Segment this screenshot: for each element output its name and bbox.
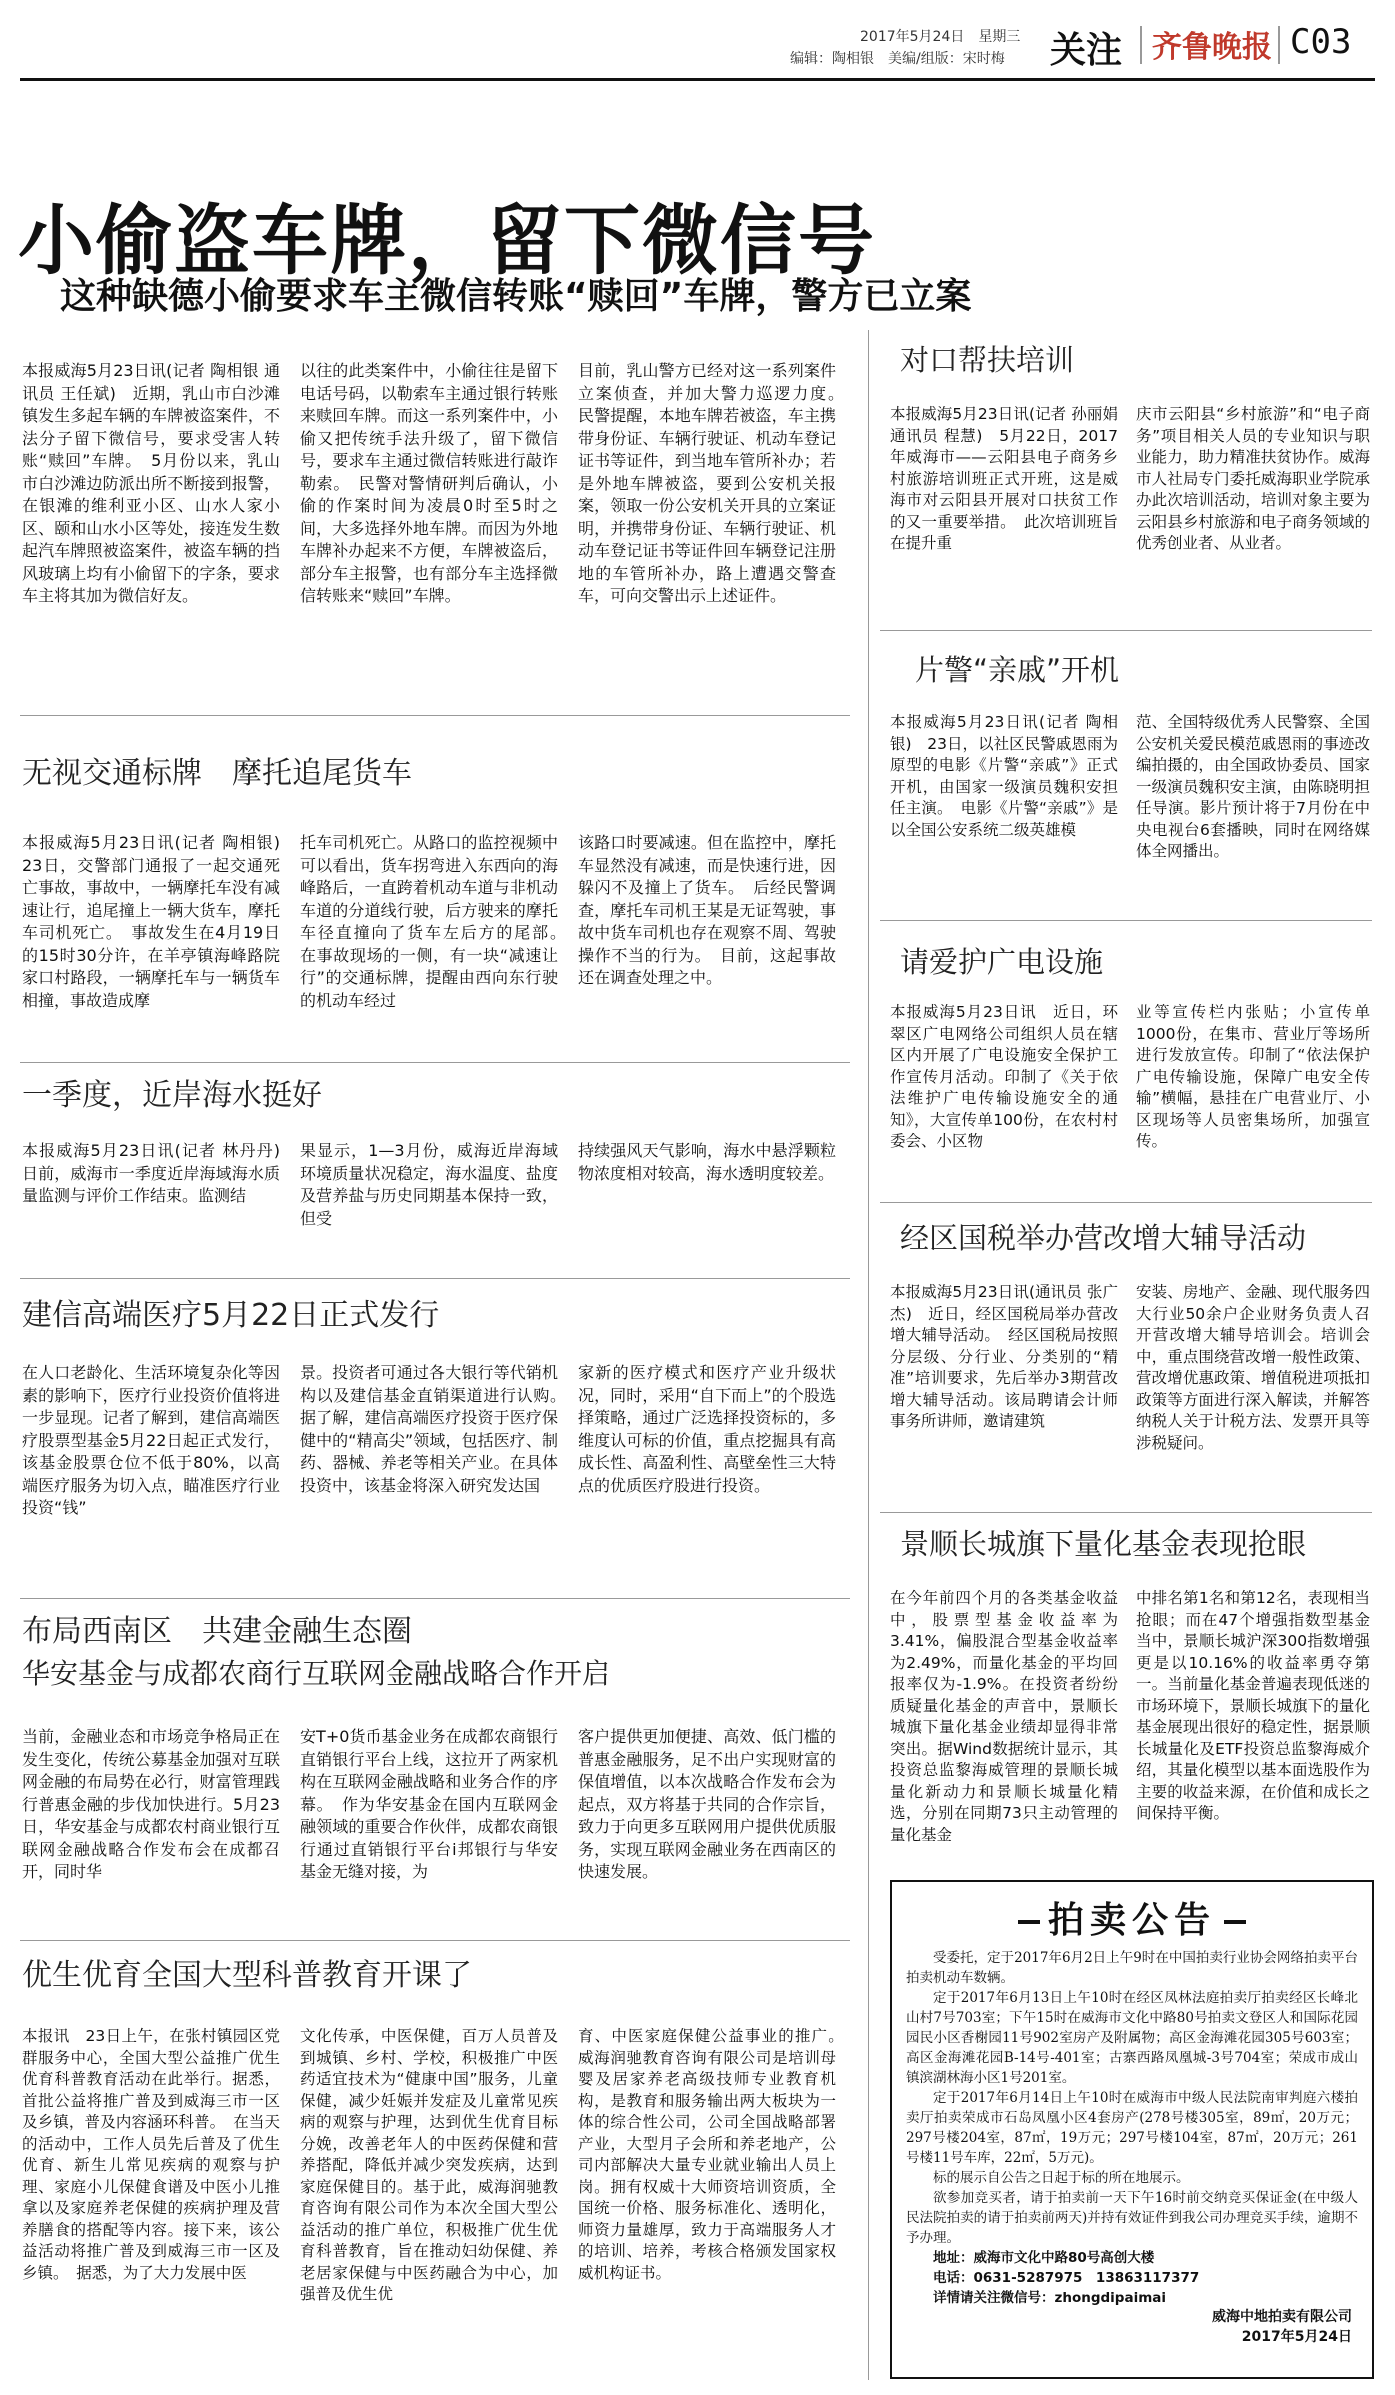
section-category: 关注 — [1050, 30, 1123, 71]
article-medical-fund-col2: 景。投资者可通过各大银行等代销机构以及建信基金直销渠道进行认购。 据了解，建信高端医疗投资于医疗保健中的“精高尖”领域，包括医疗、制药、器械、养老等相关产业。在具体投资中，该基金将深入研究发达国 — [300, 1363, 575, 1495]
article-seawater-col1: 本报威海5月23日讯(记者 林丹丹) 日前，威海市一季度近岸海域海水质量监测与评价工作结束。监测结 — [22, 1141, 297, 1205]
auction-paragraph: 定于2017年6月13日上午10时在经区凤林法庭拍卖厅拍卖经区长峰北山村7号703室；下午15时在威海市文化中路80号拍卖文登区人和国际花园园民小区香榭园11号902室房产及附属物；高区金海滩花园305号603室；高区金海滩花园B-14号-401室；古寨西路凤凰城-3号704室；荣成市成山镇滨湖林海小区1号201室。 — [906, 1990, 1358, 2086]
section-divider — [20, 1062, 850, 1063]
article-prenatal-col2: 文化传承，中医保健，百万人员普及到城镇、乡村、学校，积极推广中医药适宜技术为“健康中国”服务，儿童保健，减少妊娠并发症及儿童常见疾病的观察与护理，达到优生优育目标分娩，改善老年人的中医药保健和营养搭配，降低并减少突发疾病，达到家庭保健目的。基于此，威海润驰教育咨询有限公司作为本次全国大型公益活动的推广单位，积极推广优生优育科普教育，旨在推动妇幼保健、养老居家保健与中医药融合为中心，加强普及优生优 — [300, 2027, 558, 2303]
brief-tax-title: 经区国税举办营改增大辅导活动 — [900, 1221, 1307, 1255]
article-medical-fund-col3: 家新的医疗模式和医疗产业升级状况，同时，采用“自下而上”的个股选择策略，通过广泛选择投资标的，多维度认可标的价值，重点挖掘具有高成长性、高盈利性、高壁垒性三大特点的优质医疗股进行投资。 — [578, 1363, 836, 1495]
section-divider — [20, 1940, 850, 1941]
brief-broadcast-col2: 业等宣传栏内张贴；小宣传单1000份，在集市、营业厅等场所进行发放宣传。印制了“依法保护广电传输设施，保障广电安全传输”横幅，悬挂在广电营业厅、小区现场等人员密集场所，加强宣传。 — [1136, 1003, 1370, 1150]
article-huaan-title: 布局西南区 共建金融生态圈 — [22, 1614, 412, 1649]
article-seawater-col2: 果显示，1—3月份，威海近岸海域环境质量状况稳定，海水温度、盐度及营养盐与历史同期基本保持一致，但受 — [300, 1141, 558, 1228]
brief-quant-fund-col2: 中排名第1名和第12名，表现相当抢眼；而在47个增强指数型基金当中，景顺长城沪深300指数增强更是以10.16%的收益率勇夺第一。当前量化基金普遍表现低迷的市场环境下，景顺长城旗下的量化基金展现出很好的稳定性，据景顺长城量化及ETF投资总监黎海威介绍，其量化模型以基本面选股作为主要的收益来源，在价值和成长之间保持平衡。 — [1136, 1589, 1370, 1822]
auction-address: 地址：威海市文化中路80号高创大楼 — [933, 2250, 1155, 2266]
paper-logo: 齐鲁晚报 — [1152, 30, 1272, 65]
article-seawater-title: 一季度，近岸海水挺好 — [22, 1078, 322, 1113]
auction-notice — [890, 1880, 1374, 2379]
brief-tax-col1: 本报威海5月23日讯(通讯员 张广杰) 近日，经区国税局举办营改增大辅导活动。 经区国税局按照分层级、分行业、分类别的“精准”培训要求，先后举办3期营改增大辅导活动。该局聘请会计师事务所讲师，邀请建筑 — [890, 1283, 1118, 1430]
main-article-col3: 目前，乳山警方已经对这一系列案件立案侦查，并加大警力巡逻力度。 民警提醒，本地车牌若被盗，车主携带身份证、车辆行驶证、机动车登记证书等证件，到当地车管所补办；若是外地车牌被盗，要到公安机关报案，领取一份公安机关开具的立案证明，并携带身份证、车辆行驶证、机动车登记证书等证件回车辆登记注册地的车管所补办，路上遭遇交警查车，可向交警出示上述证件。 — [578, 361, 853, 605]
brief-quant-fund-title: 景顺长城旗下量化基金表现抢眼 — [900, 1527, 1307, 1561]
auction-paragraph: 受委托，定于2017年6月2日上午9时在中国拍卖行业协会网络拍卖平台拍卖机动车数辆。 — [906, 1950, 1358, 1986]
auction-signature — [1212, 2307, 1352, 2347]
auction-paragraph: 标的展示自公告之日起于标的所在地展示。 — [933, 2170, 1190, 2186]
auction-phone: 电话：0631-5287975 13863117377 — [933, 2270, 1200, 2286]
main-headline: 小偷盗车牌，留下微信号 — [18, 196, 876, 285]
brief-movie-col1: 本报威海5月23日讯(记者 陶相银) 23日，以社区民警戚恩雨为原型的电影《片警“亲戚”》正式开机，由国家一级演员魏积安担任主演。 电影《片警“亲戚”》是以全国公安系统二级英雄模 — [890, 713, 1118, 839]
header-rule — [20, 78, 1375, 81]
title-bar-decoration — [1018, 1920, 1040, 1924]
section-divider — [20, 1598, 850, 1599]
section-divider — [880, 1202, 1372, 1203]
article-prenatal-col1: 本报讯 23日上午，在张村镇园区党群服务中心，全国大型公益推广优生优育科普教育活动在此举行。据悉，首批公益将推广普及到威海三市一区及乡镇，普及内容涵环科普。 在当天的活动中，工作人员先后普及了优生优育、新生儿常见疾病的观察与护理、家庭小儿保健食谱及中医小儿推拿以及家庭养老保健的疾病护理及营养膳食的搭配等内容。接下来，该公益活动将推广普及到威海三市一区及乡镇。 据悉，为了大力发展中医 — [22, 2027, 280, 2282]
main-article-col2: 以往的此类案件中，小偷往往是留下电话号码，以勒索车主通过银行转账来赎回车牌。而这一系列案件中，小偷又把传统手法升级了，留下微信号，要求车主通过微信转账进行敲诈勒索。 民警对警情研判后确认，小偷的作案时间为凌晨0时至5时之间，大多选择外地车牌。而因为外地车牌补办起来不方便，车牌被盗后，部分车主报警，也有部分车主选择微信转账来“赎回”车牌。 — [300, 361, 558, 605]
article-huaan-col2: 安T+0货币基金业务在成都农商银行直销银行平台上线，这拉开了两家机构在互联网金融战略和业务合作的序幕。 作为华安基金在国内互联网金融领域的重要合作伙伴，成都农商银行通过直销银行平台i邦银行与华安基金无缝对接，为 — [300, 1727, 558, 1881]
article-huaan-col1: 当前，金融业态和市场竞争格局正在发生变化，传统公募基金加强对互联网金融的布局势在必行，财富管理践行普惠金融的步伐加快进行。5月23日，华安基金与成都农村商业银行互联网金融战略合作发布会在成都召开，同时华 — [22, 1727, 280, 1881]
article-seawater-col3: 持续强风天气影响，海水中悬浮颗粒物浓度相对较高，海水透明度较差。 — [578, 1141, 836, 1183]
editor-credit: 编辑：陶相银 美编/组版：宋时梅 — [790, 51, 1005, 67]
article-traffic-col1: 本报威海5月23日讯(记者 陶相银) 23日，交警部门通报了一起交通死亡事故，事故中，一辆摩托车没有减速让行，追尾撞上一辆大货车，摩托车司机死亡。 事故发生在4月19日的15时30分许，在羊亭镇海峰路院家口村路段，一辆摩托车与一辆货车相撞，事故造成摩 — [22, 833, 297, 1010]
brief-training-title: 对口帮扶培训 — [900, 343, 1075, 377]
article-traffic-title: 无视交通标牌 摩托追尾货车 — [22, 756, 412, 791]
auction-title — [892, 1892, 1372, 1943]
auction-company: 威海中地拍卖有限公司 — [1212, 2309, 1352, 2325]
section-divider — [880, 630, 1372, 631]
section-divider — [20, 715, 850, 716]
brief-training-col1: 本报威海5月23日讯(记者 孙丽娟 通讯员 程慧) 5月22日，2017年威海市——云阳县电子商务乡村旅游培训班正式开班，这是威海市对云阳县开展对口扶贫工作的又一重要举措。 此次培训班旨在提升重 — [890, 405, 1118, 552]
page-number: C03 — [1290, 22, 1352, 62]
main-subheadline: 这种缺德小偷要求车主微信转账“赎回”车牌，警方已立案 — [60, 276, 972, 317]
article-medical-fund-title: 建信高端医疗5月22日正式发行 — [22, 1298, 440, 1333]
main-article-col1: 本报威海5月23日讯(记者 陶相银 通讯员 王任斌) 近期，乳山市白沙滩镇发生多起车辆的车牌被盗案件，不法分子留下微信号，要求受害人转账“赎回”车牌。 5月份以来，乳山市白沙滩边防派出所不断接到报警，在银滩的维利亚小区、山水人家小区、颐和山水小区等处，接连发生数起汽车牌照被盗案件，被盗车辆的挡风玻璃上均有小偷留下的字条，要求车主将其加为微信好友。 — [22, 361, 280, 605]
header-divider — [1278, 26, 1280, 64]
brief-movie-col2: 范、全国特级优秀人民警察、全国公安机关爱民模范戚恩雨的事迹改编拍摄的，由全国政协委员、国家一级演员魏积安主演，由陈晓明担任导演。影片预计将于7月份在中央电视台6套播映，同时在网络媒体全网播出。 — [1136, 713, 1370, 860]
title-bar-decoration — [1224, 1920, 1246, 1924]
auction-body — [906, 1948, 1358, 2308]
article-traffic-col3: 该路口时要减速。但在监控中，摩托车显然没有减速，而是快速行进，因躲闪不及撞上了货车。 后经民警调查，摩托车司机王某是无证驾驶，事故中货车司机也存在观察不周、驾驶操作不当的行为。 目前，这起事故还在调查处理之中。 — [578, 833, 836, 987]
brief-broadcast-col1: 本报威海5月23日讯 近日，环翠区广电网络公司组织人员在辖区内开展了广电设施安全保护工作宣传月活动。印制了《关于依法维护广电传输设施安全的通知》，大宣传单100份，在农村村委会、小区物 — [890, 1003, 1118, 1150]
auction-wechat: 详情请关注微信号：zhongdipaimai — [933, 2290, 1167, 2306]
column-divider — [868, 330, 869, 2380]
brief-quant-fund-col1: 在今年前四个月的各类基金收益中，股票型基金收益率为3.41%，偏股混合型基金收益率为2.49%，而量化基金的平均回报率仅为-1.9%。在投资者纷纷质疑量化基金的声音中，景顺长城旗下量化基金业绩却显得非常突出。据Wind数据统计显示，其投资总监黎海威管理的景顺长城量化新动力和景顺长城量化精选，分别在同期73只主动管理的量化基金 — [890, 1589, 1118, 1844]
issue-date: 2017年5月24日 星期三 — [860, 29, 1021, 45]
auction-date: 2017年5月24日 — [1241, 2329, 1352, 2345]
brief-broadcast-title: 请爱护广电设施 — [900, 945, 1104, 979]
article-prenatal-col3: 育、中医家庭保健公益事业的推广。 威海润驰教育咨询有限公司是培训母婴及居家养老高级技师专业教育机构，是教育和服务输出两大板块为一体的综合性公司，公司全国战略部署产业，大型月子会所和养老地产，公司内部解决大量专业就业输出人员上岗。拥有权威十大师资培训资质，全国统一价格、服务标准化、透明化，师资力量雄厚，致力于高端服务人才的培训、培养，考核合格颁发国家权威机构证书。 — [578, 2027, 852, 2282]
brief-training-col2: 庆市云阳县“乡村旅游”和“电子商务”项目相关人员的专业知识与职业能力，助力精准扶贫协作。威海市人社局专门委托威海职业学院承办此次培训活动，培训对象主要为云阳县乡村旅游和电子商务领域的优秀创业者、从业者。 — [1136, 405, 1370, 552]
section-divider — [20, 1278, 850, 1279]
brief-movie-title: 片警“亲戚”开机 — [915, 653, 1120, 687]
auction-paragraph: 欲参加竞买者，请于拍卖前一天下午16时前交纳竞买保证金(在中级人民法院拍卖的请于拍卖前两天)并持有效证件到我公司办理竞买手续，逾期不予办理。 — [906, 2190, 1358, 2246]
article-medical-fund-col1: 在人口老龄化、生活环境复杂化等因素的影响下，医疗行业投资价值将进一步显现。记者了解到，建信高端医疗股票型基金5月22日起正式发行，该基金股票仓位不低于80%，以高端医疗服务为切入点，瞄准医疗行业投资“钱” — [22, 1363, 280, 1517]
header-divider — [1140, 26, 1142, 64]
section-divider — [880, 920, 1372, 921]
auction-title-text: 拍卖公告 — [1047, 1900, 1216, 1941]
article-huaan-subtitle: 华安基金与成都农商行互联网金融战略合作开启 — [22, 1657, 611, 1690]
auction-paragraph: 定于2017年6月14日上午10时在威海市中级人民法院南审判庭六楼拍卖厅拍卖荣成市石岛凤凰小区4套房产(278号楼305室，89㎡，20万元；297号楼204室，87㎡，19万元；297号楼104室，87㎡，20万元；261号楼11号车库，22㎡，5万元)。 — [906, 2090, 1358, 2166]
article-traffic-col2: 托车司机死亡。从路口的监控视频中可以看出，货车拐弯进入东西向的海峰路后，一直跨着机动车道与非机动车道的分道线行驶，后方驶来的摩托车径直撞向了货车左后方的尾部。 在事故现场的一侧，有一块“减速让行”的交通标牌，提醒由西向东行驶的机动车经过 — [300, 833, 575, 1010]
section-divider — [880, 1512, 1372, 1513]
article-huaan-col3: 客户提供更加便捷、高效、低门槛的普惠金融服务，足不出户实现财富的保值增值，以本次战略合作发布会为起点，双方将基于共同的合作宗旨，致力于向更多互联网用户提供优质服务，实现互联网金融业务在西南区的快速发展。 — [578, 1727, 836, 1881]
brief-tax-col2: 安装、房地产、金融、现代服务四大行业50余户企业财务负责人召开营改增大辅导培训会。培训会中，重点围绕营改增一般性政策、营改增优惠政策、增值税进项抵扣政策等方面进行深入解读，并解答纳税人关于计税方法、发票开具等涉税疑问。 — [1136, 1283, 1370, 1452]
article-prenatal-title: 优生优育全国大型科普教育开课了 — [22, 1958, 472, 1993]
